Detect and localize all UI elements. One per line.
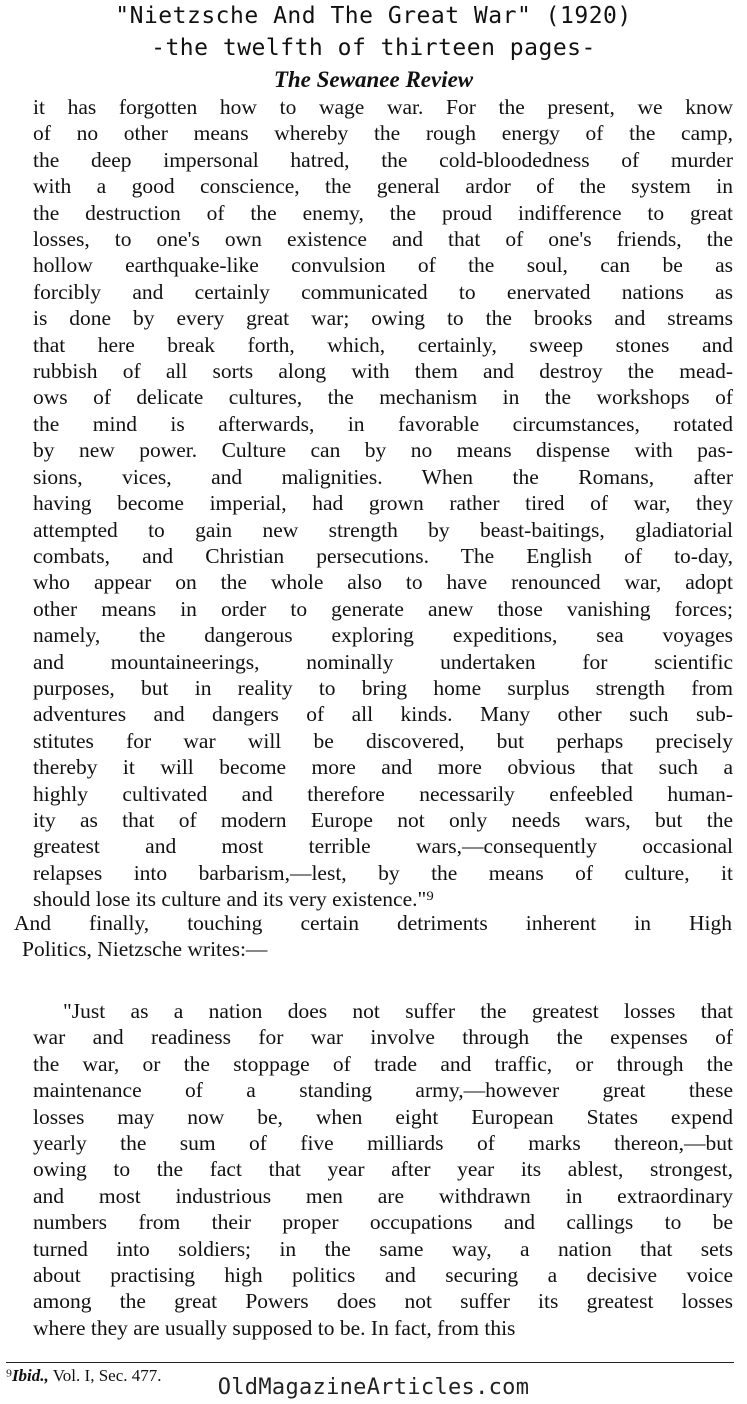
text-line: adventures and dangers of all kinds. Many other such sub- — [33, 702, 733, 727]
text-line: maintenance of a standing army,—however great these — [33, 1078, 733, 1103]
text-line: and most industrious men are withdrawn in extraordinary — [33, 1183, 733, 1208]
text-line: other means in order to generate anew those vanishing forces; — [33, 596, 733, 621]
text-line: numbers from their proper occupations and callings to be — [33, 1210, 733, 1235]
text-line: rubbish of all sorts along with them and destroy the mead- — [33, 359, 733, 384]
paragraph-high-politics-quote — [33, 998, 733, 1341]
text-line: Politics, Nietzsche writes:— — [22, 937, 268, 962]
journal-name: The Sewanee Review — [273, 67, 474, 92]
text-line: yearly the sum of five milliards of marks thereon,—but — [33, 1131, 733, 1156]
text-line: among the great Powers does not suffer its greatest losses — [33, 1289, 733, 1314]
text-line: of no other means whereby the rough energy of the camp, — [33, 121, 733, 146]
text-line: the war, or the stoppage of trade and traffic, or through the — [33, 1051, 733, 1076]
text-line: war and readiness for war involve through the expenses of — [33, 1025, 733, 1050]
text-line: highly cultivated and therefore necessarily enfeebled human- — [33, 781, 733, 806]
text-line: relapses into barbarism,—lest, by the means of culture, it — [33, 860, 733, 885]
footnote-marker: ⁹ — [6, 1366, 12, 1385]
text-line: the mind is afterwards, in favorable circumstances, rotated — [33, 411, 733, 436]
text-line: the destruction of the enemy, the proud indifference to great — [33, 200, 733, 225]
text-line: who appear on the whole also to have renounced war, adopt — [33, 570, 733, 595]
text-line: and mountaineerings, nominally undertaken for scientific — [33, 649, 733, 674]
text-line: combats, and Christian persecutions. The English of to-day, — [33, 543, 733, 568]
text-line: And finally, touching certain detriments inherent in High — [14, 911, 732, 935]
text-line: stitutes for war will be discovered, but perhaps precisely — [33, 728, 733, 753]
text-line: should lose its culture and its very existence."⁹ — [33, 887, 434, 912]
text-line: sions, vices, and malignities. When the Romans, after — [33, 464, 733, 489]
text-line: by new power. Culture can by no means dispense with pas- — [33, 438, 733, 463]
text-line: "Just as a nation does not suffer the greatest losses that — [63, 999, 733, 1023]
text-line: about practising high politics and securing a decisive voice — [33, 1263, 733, 1288]
article-subtitle: -the twelfth of thirteen pages- — [151, 35, 596, 61]
text-line: greatest and most terrible wars,—consequently occasional — [33, 834, 733, 859]
site-watermark: OldMagazineArticles.com — [217, 1375, 530, 1400]
text-line: namely, the dangerous exploring expeditions, sea voyages — [33, 623, 733, 648]
text-line: with a good conscience, the general ardor of the system in — [33, 174, 733, 199]
text-line: losses, to one's own existence and that of one's friends, the — [33, 227, 733, 252]
text-line: turned into soldiers; in the same way, a nation that sets — [33, 1236, 733, 1261]
text-line: the deep impersonal hatred, the cold-bloodedness of murder — [33, 147, 733, 172]
text-line: ows of delicate cultures, the mechanism in the workshops of — [33, 385, 733, 410]
footnote-divider — [6, 1362, 734, 1363]
text-line: where they are usually supposed to be. In fact, from this — [33, 1315, 516, 1340]
article-title: "Nietzsche And The Great War" (1920) — [115, 3, 632, 29]
text-line: thereby it will become more and more obvious that such a — [33, 755, 733, 780]
footnote-text: Vol. I, Sec. 477. — [48, 1366, 162, 1385]
footnote-ibid: Ibid., — [11, 1366, 49, 1385]
text-line: losses may now be, when eight European States expend — [33, 1104, 733, 1129]
text-line: it has forgotten how to wage war. For the present, we know — [33, 95, 733, 119]
text-line: ity as that of modern Europe not only needs wars, but the — [33, 807, 733, 832]
text-line: that here break forth, which, certainly, sweep stones and — [33, 332, 733, 357]
text-line: forcibly and certainly communicated to enervated nations as — [33, 279, 733, 304]
text-line: hollow earthquake-like convulsion of the soul, can be as — [33, 253, 733, 278]
paragraph-high-politics-intro — [14, 910, 732, 963]
paragraph-quote-continuation — [33, 94, 733, 913]
text-line: having become imperial, had grown rather tired of war, they — [33, 491, 733, 516]
text-line: owing to the fact that year after year its ablest, strongest, — [33, 1157, 733, 1182]
text-line: attempted to gain new strength by beast-baitings, gladiatorial — [33, 517, 733, 542]
text-line: purposes, but in reality to bring home surplus strength from — [33, 675, 733, 700]
text-line: is done by every great war; owing to the brooks and streams — [33, 306, 733, 331]
